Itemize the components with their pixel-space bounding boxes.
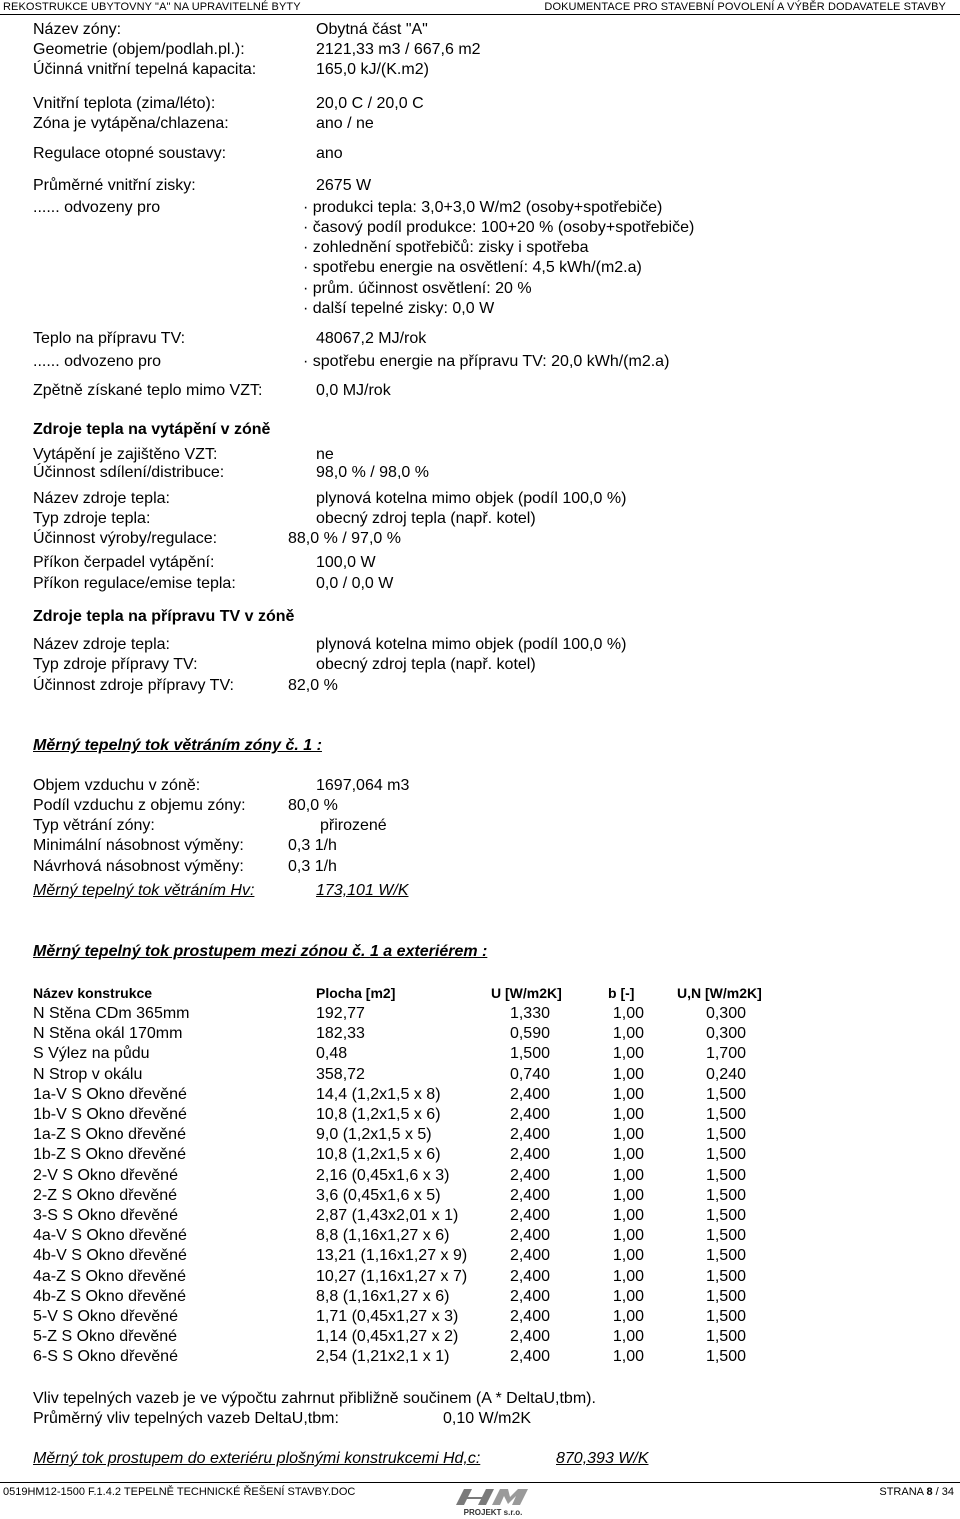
zone-row-label: Vnitřní teplota (zima/léto): (33, 95, 216, 112)
cell-u: 2,400 (509, 1166, 550, 1184)
cell-un: 1,500 (705, 1085, 746, 1103)
header-document-type: DOKUMENTACE PRO STAVEBNÍ POVOLENÍ A VÝBĚR DODAVATELE STAVBY (544, 1, 946, 13)
zone-row-value: · spotřebu energie na přípravu TV: 20,0 kWh/(m2.a) (303, 353, 670, 370)
dhw-row-label: Název zdroje tepla: (33, 636, 170, 653)
cell-construction: 2-V S Okno dřevěné (33, 1166, 178, 1184)
cell-u: 0,740 (509, 1065, 550, 1083)
heating-row-value: 98,0 % / 98,0 % (316, 464, 429, 481)
cell-b: 1,00 (612, 1186, 644, 1204)
zone-row-label: Účinná vnitřní tepelná kapacita: (33, 61, 257, 78)
footer-rule (0, 1482, 960, 1483)
cell-construction: 5-V S Okno dřevěné (33, 1308, 178, 1325)
ventilation-row-label: Objem vzduchu v zóně: (33, 777, 201, 794)
zone-row-label: ...... odvozeny pro (33, 199, 161, 216)
cell-un: 1,500 (705, 1247, 746, 1265)
dhw-section-title: Zdroje tepla na přípravu TV v zóně (33, 608, 295, 625)
ventilation-row-value: 1697,064 m3 (316, 777, 410, 794)
zone-row-value: · další tepelné zisky: 0,0 W (303, 300, 495, 317)
cell-b: 1,00 (612, 1085, 644, 1103)
cell-un: 1,500 (705, 1308, 746, 1325)
zone-row-label: Zóna je vytápěna/chlazena: (33, 115, 229, 132)
cell-u: 2,400 (509, 1308, 550, 1325)
cell-area: 13,21 (1,16x1,27 x 9) (316, 1247, 468, 1265)
heating-row-label: Účinnost sdílení/distribuce: (33, 464, 225, 481)
cell-b: 1,00 (612, 1267, 644, 1285)
cell-construction: 2-Z S Okno dřevěné (33, 1186, 178, 1204)
heating-row-label: Příkon čerpadel vytápění: (33, 554, 215, 571)
cell-construction: 4b-Z S Okno dřevěné (33, 1287, 186, 1305)
zone-row-value: · prům. účinnost osvětlení: 20 % (303, 280, 532, 297)
ventilation-result-label: Měrný tepelný tok větráním Hv: (33, 882, 255, 899)
cell-construction: N Stěna CDm 365mm (33, 1005, 190, 1022)
heating-section-title: Zdroje tepla na vytápění v zóně (33, 421, 271, 438)
cell-construction: 1a-V S Okno dřevěné (33, 1085, 187, 1103)
heating-row-label: Příkon regulace/emise tepla: (33, 575, 236, 592)
cell-construction: 4b-V S Okno dřevěné (33, 1247, 187, 1265)
cell-un: 1,500 (705, 1186, 746, 1204)
cell-u: 2,400 (509, 1267, 550, 1285)
heating-row-value: ne (316, 446, 334, 463)
zone-row-label: ...... odvozeno pro (33, 353, 162, 370)
cell-construction: N Stěna okál 170mm (33, 1025, 183, 1043)
zone-row-value: · časový podíl produkce: 100+20 % (osoby+spotřebiče) (303, 219, 695, 236)
cell-un: 1,700 (705, 1045, 746, 1063)
cell-area: 1,14 (0,45x1,27 x 2) (316, 1328, 459, 1346)
cell-construction: 3-S S Okno dřevěné (33, 1207, 178, 1224)
cell-area: 8,8 (1,16x1,27 x 6) (316, 1287, 450, 1305)
cell-construction: 4a-Z S Okno dřevěné (33, 1267, 186, 1285)
cell-b: 1,00 (612, 1308, 644, 1325)
cell-area: 358,72 (316, 1065, 365, 1083)
cell-area: 0,48 (316, 1045, 348, 1063)
zone-row-value: 2675 W (316, 177, 372, 194)
ventilation-row-label: Minimální násobnost výměny: (33, 837, 244, 854)
ventilation-result-value: 173,101 W/K (316, 882, 409, 899)
thermal-bridges-note: Vliv tepelných vazeb je ve výpočtu zahrnut přibližně součinem (A * DeltaU,tbm). (33, 1390, 596, 1407)
cell-area: 2,87 (1,43x2,01 x 1) (316, 1207, 459, 1224)
cell-un: 1,500 (705, 1287, 746, 1305)
heating-row-label: Vytápění je zajištěno VZT: (33, 446, 218, 463)
cell-area: 9,0 (1,2x1,5 x 5) (316, 1126, 432, 1144)
cell-construction: 1b-Z S Okno dřevěné (33, 1146, 186, 1164)
cell-b: 1,00 (612, 1106, 644, 1123)
ventilation-section-title: Měrný tepelný tok větráním zóny č. 1 : (33, 737, 322, 754)
heating-row-label: Typ zdroje tepla: (33, 510, 151, 527)
transmission-result-label: Měrný tok prostupem do exteriéru plošnými konstrukcemi Hd,c: (33, 1450, 481, 1467)
cell-area: 10,8 (1,2x1,5 x 6) (316, 1146, 441, 1164)
zone-row-value: Obytná část "A" (316, 21, 428, 38)
cell-u: 0,590 (509, 1025, 550, 1043)
cell-area: 10,27 (1,16x1,27 x 7) (316, 1267, 468, 1285)
heating-row-value: 88,0 % / 97,0 % (288, 530, 401, 547)
cell-area: 1,71 (0,45x1,27 x 3) (316, 1308, 459, 1325)
cell-b: 1,00 (612, 1328, 644, 1346)
cell-b: 1,00 (612, 1166, 644, 1184)
cell-un: 0,300 (705, 1005, 746, 1022)
cell-area: 14,4 (1,2x1,5 x 8) (316, 1085, 441, 1103)
cell-area: 192,77 (316, 1005, 365, 1022)
cell-un: 0,240 (705, 1065, 746, 1083)
cell-area: 2,16 (0,45x1,6 x 3) (316, 1166, 450, 1184)
ventilation-row-value: 80,0 % (288, 797, 338, 814)
cell-b: 1,00 (612, 1025, 644, 1043)
col-header-un: U,N [W/m2K] (677, 985, 762, 1001)
logo-text: PROJEKT s.r.o. (463, 1508, 523, 1517)
heating-row-value: 100,0 W (316, 554, 376, 571)
cell-construction: 5-Z S Okno dřevěné (33, 1328, 178, 1346)
cell-u: 2,400 (509, 1186, 550, 1204)
cell-area: 3,6 (0,45x1,6 x 5) (316, 1186, 441, 1204)
col-header-u: U [W/m2K] (491, 985, 562, 1001)
col-header-area: Plocha [m2] (316, 985, 396, 1001)
footer-document-name: 0519HM12-1500 F.1.4.2 TEPELNĚ TECHNICKÉ ŘEŠENÍ STAVBY.DOC (3, 1486, 356, 1498)
cell-b: 1,00 (612, 1207, 644, 1224)
zone-row-label: Průměrné vnitřní zisky: (33, 177, 196, 194)
ventilation-row-label: Návrhová násobnost výměny: (33, 858, 244, 875)
zone-row-label: Teplo na přípravu TV: (33, 330, 186, 347)
zone-row-label: Geometrie (objem/podlah.pl.): (33, 41, 245, 58)
cell-area: 182,33 (316, 1025, 365, 1043)
cell-u: 2,400 (509, 1328, 550, 1346)
cell-un: 0,300 (705, 1025, 746, 1043)
cell-construction: N Strop v okálu (33, 1065, 143, 1083)
zone-row-label: Název zóny: (33, 21, 122, 38)
transmission-section-title: Měrný tepelný tok prostupem mezi zónou č. 1 a exteriérem : (33, 943, 488, 960)
zone-row-label: Regulace otopné soustavy: (33, 145, 227, 162)
cell-b: 1,00 (612, 1348, 644, 1366)
cell-un: 1,500 (705, 1166, 746, 1184)
cell-construction: 1a-Z S Okno dřevěné (33, 1126, 186, 1144)
cell-un: 1,500 (705, 1227, 746, 1245)
heating-row-label: Název zdroje tepla: (33, 490, 170, 507)
cell-un: 1,500 (705, 1328, 746, 1346)
cell-un: 1,500 (705, 1207, 746, 1224)
dhw-row-value: obecný zdroj tepla (např. kotel) (316, 656, 536, 673)
dhw-row-value: plynová kotelna mimo objek (podíl 100,0 %) (316, 636, 627, 653)
ventilation-row-label: Typ větrání zóny: (33, 817, 155, 834)
cell-u: 2,400 (509, 1207, 550, 1224)
cell-u: 2,400 (509, 1247, 550, 1265)
cell-b: 1,00 (612, 1126, 644, 1144)
cell-un: 1,500 (705, 1126, 746, 1144)
cell-u: 2,400 (509, 1348, 550, 1366)
cell-area: 2,54 (1,21x2,1 x 1) (316, 1348, 450, 1366)
header-rule (0, 14, 960, 15)
zone-row-value: · spotřebu energie na osvětlení: 4,5 kWh/(m2.a) (303, 259, 642, 276)
cell-u: 2,400 (509, 1287, 550, 1305)
zone-row-value: · zohlednění spotřebičů: zisky i spotřeba (303, 239, 589, 256)
cell-b: 1,00 (612, 1227, 644, 1245)
thermal-bridges-avg-value: 0,10 W/m2K (443, 1410, 532, 1427)
zone-row-label: Zpětně získané teplo mimo VZT: (33, 382, 263, 399)
zone-row-value: 2121,33 m3 / 667,6 m2 (316, 41, 481, 58)
cell-u: 1,330 (509, 1005, 550, 1022)
cell-b: 1,00 (612, 1146, 644, 1164)
dhw-row-label: Typ zdroje přípravy TV: (33, 656, 198, 673)
ventilation-row-label: Podíl vzduchu z objemu zóny: (33, 797, 246, 814)
zone-row-value: ano / ne (316, 115, 374, 132)
cell-u: 2,400 (509, 1085, 550, 1103)
zone-row-value: 165,0 kJ/(K.m2) (316, 61, 429, 78)
zone-row-value: 0,0 MJ/rok (316, 382, 391, 399)
cell-construction: S Výlez na půdu (33, 1045, 150, 1063)
cell-u: 2,400 (509, 1106, 550, 1123)
cell-area: 8,8 (1,16x1,27 x 6) (316, 1227, 450, 1245)
ventilation-row-value: 0,3 1/h (288, 858, 337, 875)
cell-un: 1,500 (705, 1267, 746, 1285)
transmission-result-value: 870,393 W/K (556, 1450, 649, 1467)
dhw-row-value: 82,0 % (288, 677, 338, 694)
heating-row-value: 0,0 / 0,0 W (316, 575, 394, 592)
thermal-bridges-avg-label: Průměrný vliv tepelných vazeb DeltaU,tbm: (33, 1410, 339, 1427)
cell-u: 1,500 (509, 1045, 550, 1063)
cell-construction: 1b-V S Okno dřevěné (33, 1106, 187, 1123)
ventilation-row-value: přirozené (320, 817, 387, 834)
cell-u: 2,400 (509, 1227, 550, 1245)
zone-row-value: 20,0 C / 20,0 C (316, 95, 424, 112)
zone-row-value: ano (316, 145, 343, 162)
cell-u: 2,400 (509, 1126, 550, 1144)
cell-un: 1,500 (705, 1348, 746, 1366)
footer-page-number: STRANA 8 / 34 (879, 1486, 954, 1498)
cell-b: 1,00 (612, 1247, 644, 1265)
ventilation-row-value: 0,3 1/h (288, 837, 337, 854)
header-project-title: REKOSTRUKCE UBYTOVNY "A" NA UPRAVITELNÉ BYTY (3, 1, 301, 13)
cell-b: 1,00 (612, 1045, 644, 1063)
col-header-b: b [-] (608, 985, 635, 1001)
col-header-construction: Název konstrukce (33, 985, 153, 1001)
cell-b: 1,00 (612, 1287, 644, 1305)
cell-un: 1,500 (705, 1106, 746, 1123)
zone-row-value: 48067,2 MJ/rok (316, 330, 427, 347)
heating-row-value: obecný zdroj tepla (např. kotel) (316, 510, 536, 527)
cell-u: 2,400 (509, 1146, 550, 1164)
cell-construction: 6-S S Okno dřevěné (33, 1348, 178, 1366)
cell-b: 1,00 (612, 1005, 644, 1022)
company-logo (452, 1485, 534, 1517)
dhw-row-label: Účinnost zdroje přípravy TV: (33, 677, 234, 694)
cell-b: 1,00 (612, 1065, 644, 1083)
heating-row-value: plynová kotelna mimo objek (podíl 100,0 %) (316, 490, 627, 507)
zone-row-value: · produkci tepla: 3,0+3,0 W/m2 (osoby+spotřebiče) (303, 199, 663, 216)
cell-area: 10,8 (1,2x1,5 x 6) (316, 1106, 441, 1123)
heating-row-label: Účinnost výroby/regulace: (33, 530, 218, 547)
cell-construction: 4a-V S Okno dřevěné (33, 1227, 187, 1245)
cell-un: 1,500 (705, 1146, 746, 1164)
